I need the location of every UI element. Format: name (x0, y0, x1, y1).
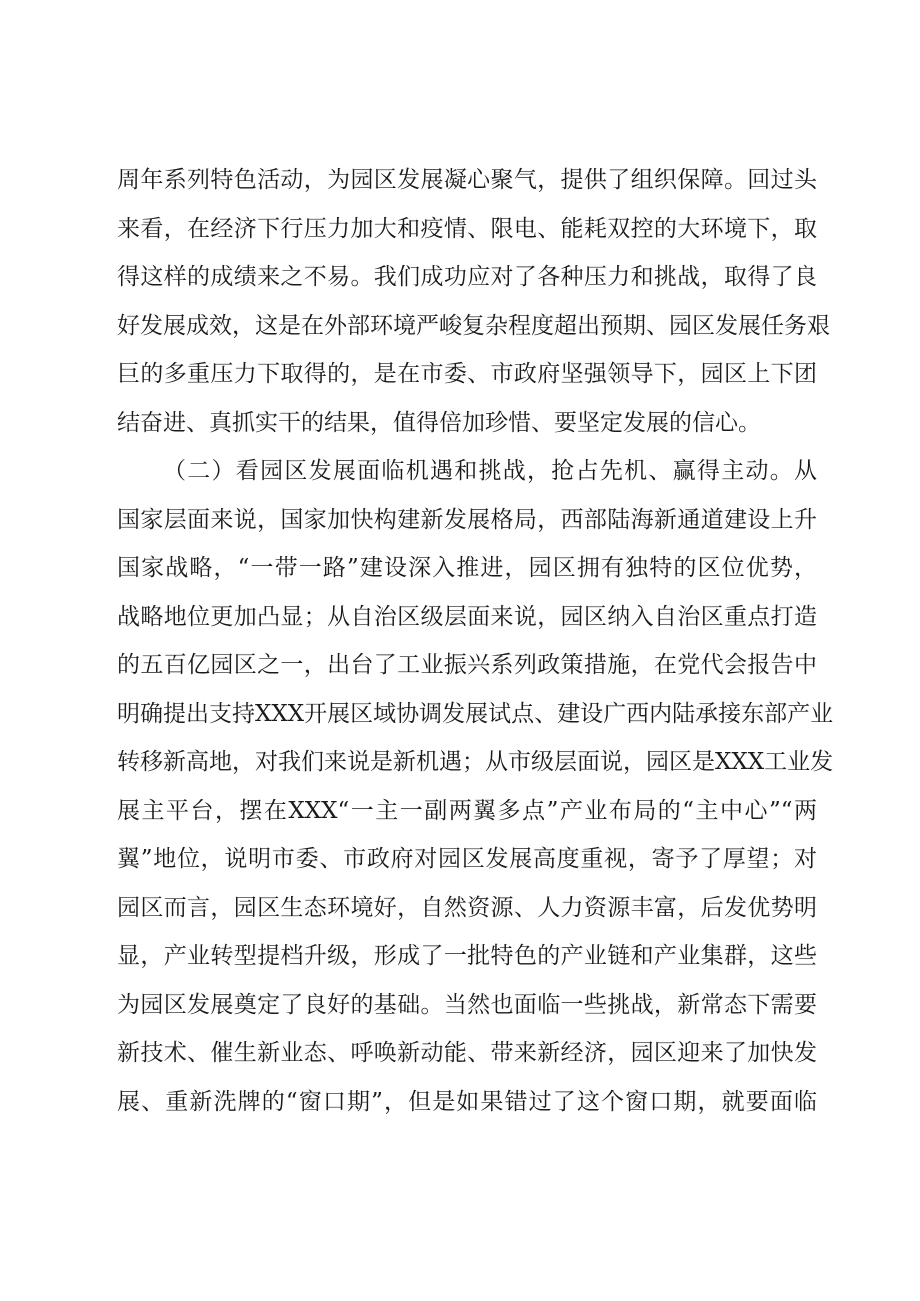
text-line: 转移新高地，对我们来说是新机遇；从市级层面说，园区是XXX工业发 (117, 749, 834, 775)
text-line: 翼”地位，说明市委、市政府对园区发展高度重视，寄予了厚望；对 (117, 846, 817, 872)
text-line: 明确提出支持XXX开展区域协调发展试点、建设广西内陆承接东部产业 (117, 700, 834, 727)
section-heading-line: （二）看园区发展面临机遇和挑战，抢占先机、赢得主动。从 (163, 458, 817, 484)
text-line: 巨的多重压力下取得的，是在市委、市政府坚强领导下，园区上下团 (117, 361, 817, 387)
text-line: 战略地位更加凸显；从自治区级层面来说，园区纳入自治区重点打造 (117, 603, 817, 630)
text-line: 好发展成效，这是在外部环境严峻复杂程度超出预期、园区发展任务艰 (117, 312, 830, 339)
text-line: 国家层面来说，国家加快构建新发展格局，西部陆海新通道建设上升 (117, 506, 817, 533)
text-line: 园区而言，园区生态环境好，自然资源、人力资源丰富，后发优势明 (117, 894, 817, 921)
body-text (117, 156, 834, 1126)
text-line: 为园区发展奠定了良好的基础。当然也面临一些挑战，新常态下需要 (117, 991, 817, 1018)
text-line: 展、重新洗牌的“窗口期”，但是如果错过了这个窗口期，就要面临 (117, 1088, 817, 1115)
text-line: 显，产业转型提档升级，形成了一批特色的产业链和产业集群，这些 (117, 943, 817, 969)
text-line: 新技术、催生新业态、呼唤新动能、带来新经济，园区迎来了加快发 (117, 1040, 817, 1066)
text-line: 结奋进、真抓实干的结果，值得倍加珍惜、要坚定发展的信心。 (117, 409, 761, 436)
text-line: 来看，在经济下行压力加大和疫情、限电、能耗双控的大环境下，取 (117, 215, 817, 242)
text-line: 得这样的成绩来之不易。我们成功应对了各种压力和挑战，取得了良 (117, 264, 817, 290)
text-line: 展主平台，摆在XXX“一主一副两翼多点”产业布局的“主中心”“两 (117, 797, 817, 824)
text-line: 的五百亿园区之一，出台了工业振兴系列政策措施，在党代会报告中 (117, 652, 817, 678)
text-line: 周年系列特色活动，为园区发展凝心聚气，提供了组织保障。回过头 (117, 167, 817, 193)
text-line: 国家战略，“一带一路”建设深入推进，园区拥有独特的区位优势， (117, 555, 817, 581)
